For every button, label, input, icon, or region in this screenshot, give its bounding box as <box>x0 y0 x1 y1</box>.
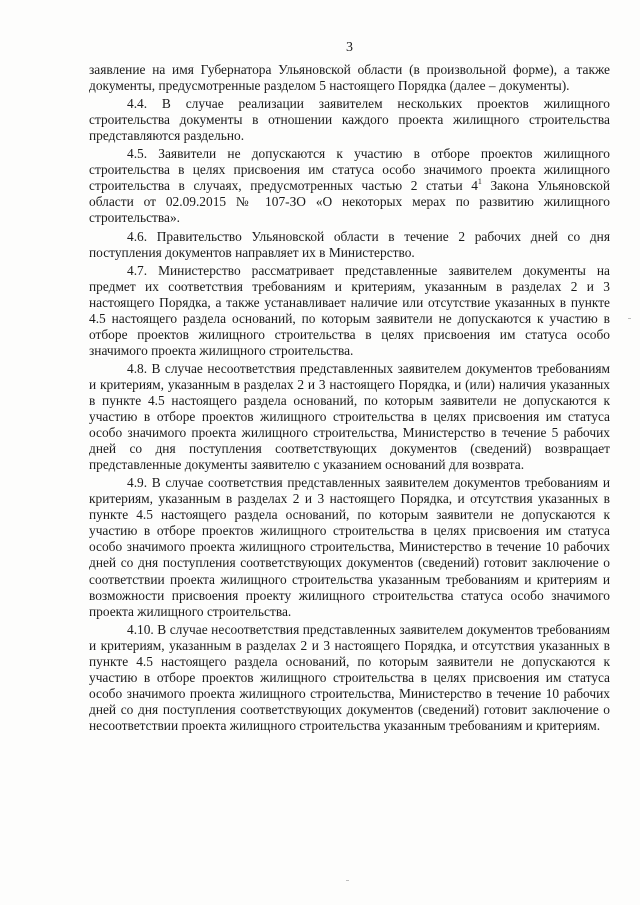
scan-speck <box>628 318 631 319</box>
paragraph-4-4: 4.4. В случае реализации заявителем нескольких проектов жилищного строительства документы в отношении каждого проекта жилищного строительства представляются раздельно. <box>89 96 610 144</box>
paragraph-4-5-text-before: 4.5. Заявители не допускаются к участию в отборе проектов жилищного строительства в целях присвоения им статуса особо значимого проекта жилищного строительства в случаях, предусмотренных частью 2 статьи 4 <box>89 146 610 194</box>
scan-speck <box>346 880 349 881</box>
paragraph-continuation: заявление на имя Губернатора Ульяновской области (в произвольной форме), а также документы, предусмотренные разделом 5 настоящего Порядка (далее – документы). <box>89 62 610 94</box>
page-number: 3 <box>346 40 353 55</box>
paragraph-4-5-text-after: Закона Ульяновской области от 02.09.2015 № 107-ЗО «О некоторых мерах по развитию жилищного строительства». <box>89 178 610 226</box>
paragraph-4-10: 4.10. В случае несоответствия представленных заявителем документов требованиям и критериям, указанным в разделах 2 и 3 настоящего Порядка, и отсутствия указанных в пункте 4.5 настоящего раздела оснований, по которым заявители не допускаются к участию в отборе проектов жилищного строительства в целях присвоения им статуса особо значимого проекта жилищного строительства, Министерство в течение 10 рабочих дней со дня поступления соответствующих документов (сведений) готовит заключение о несоответствии проекта жилищного строительства указанным требованиям и критериям. <box>89 621 610 733</box>
superscript-article-number: 1 <box>477 177 482 187</box>
paragraph-4-7: 4.7. Министерство рассматривает представленные заявителем документы на предмет их соответствия требованиям и критериям, указанным в разделах 2 и 3 настоящего Порядка, а также устанавливает наличие или отсутствие указанных в пункте 4.5 настоящего раздела оснований, по которым заявители не допускаются к участию в отборе проектов жилищного строительства в целях присвоения им статуса особо значимого проекта жилищного строительства. <box>89 262 610 358</box>
paragraph-4-6: 4.6. Правительство Ульяновской области в течение 2 рабочих дней со дня поступления документов направляет их в Министерство. <box>89 228 610 260</box>
paragraph-4-5 <box>89 146 610 226</box>
paragraph-4-8: 4.8. В случае несоответствия представленных заявителем документов требованиям и критериям, указанным в разделах 2 и 3 настоящего Порядка, и (или) наличия указанных в пункте 4.5 настоящего раздела оснований, по которым заявители не допускаются к участию в отборе проектов жилищного строительства в целях присвоения им статуса особо значимого проекта жилищного строительства, Министерство в течение 5 рабочих дней со дня поступления соответствующих документов (сведений) возвращает представленные документы заявителю с указанием оснований для возврата. <box>89 360 610 473</box>
paragraph-4-9: 4.9. В случае соответствия представленных заявителем документов требованиям и критериям, указанным в разделах 2 и 3 настоящего Порядка, и отсутствия указанных в пункте 4.5 настоящего раздела оснований, по которым заявители не допускаются к участию в отборе проектов жилищного строительства в целях присвоения им статуса особо значимого проекта жилищного строительства, Министерство в течение 10 рабочих дней со дня поступления соответствующих документов (сведений) готовит заключение о соответствии проекта жилищного строительства указанным требованиям и критериям и возможности присвоения проекту жилищного строительства статуса особо значимого проекта жилищного строительства. <box>89 475 610 619</box>
